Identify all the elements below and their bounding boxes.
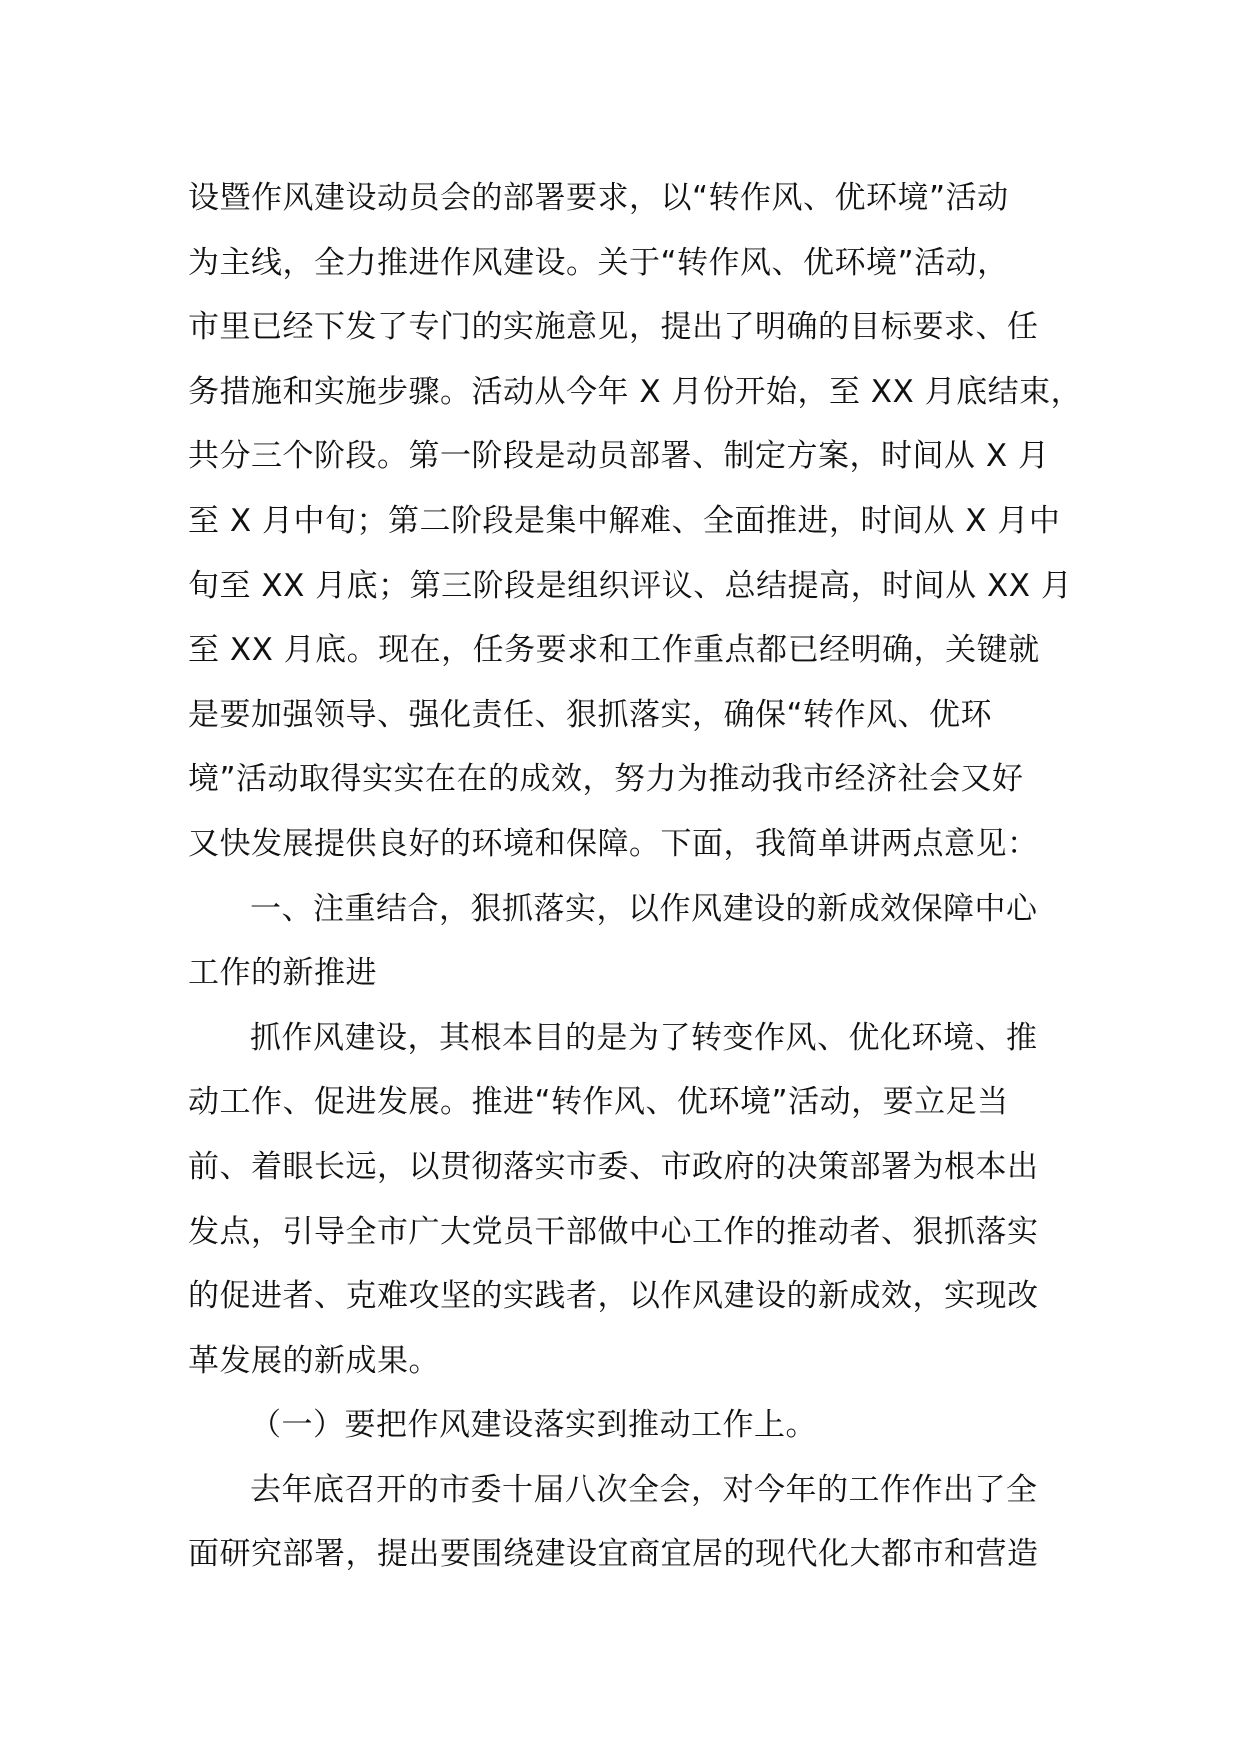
text-line: 面研究部署，提出要围绕建设宜商宜居的现代化大都市和营造 xyxy=(188,1536,1039,1573)
text-line: 设暨作风建设动员会的部署要求，以“转作风、优环境”活动 xyxy=(188,180,1009,216)
text-line: 务措施和实施步骤。活动从今年 X 月份开始，至 XX 月底结束， xyxy=(188,373,1083,410)
text-line: 为主线，全力推进作风建设。关于“转作风、优环境”活动， xyxy=(188,244,1009,281)
text-line: 革发展的新成果。 xyxy=(188,1342,440,1379)
text-line: 去年底召开的市委十届八次全会，对今年的工作作出了全 xyxy=(250,1471,1038,1508)
text-line: 前、着眼长远，以贯彻落实市委、市政府的决策部署为根本出 xyxy=(188,1148,1039,1185)
text-line: 的促进者、克难攻坚的实践者，以作风建设的新成效，实现改 xyxy=(188,1278,1039,1315)
text-line: 境”活动取得实实在在的成效，努力为推动我市经济社会又好 xyxy=(188,761,1024,798)
subsection-heading-line: （一）要把作风建设落实到推动工作上。 xyxy=(250,1407,817,1444)
text-line: 动工作、促进发展。推进“转作风、优环境”活动，要立足当 xyxy=(188,1084,1009,1121)
text-line: 旬至 XX 月底；第三阶段是组织评议、总结提高，时间从 XX 月 xyxy=(188,567,1073,604)
text-line: 是要加强领导、强化责任、狠抓落实，确保“转作风、优环 xyxy=(188,696,993,733)
text-line: 至 XX 月底。现在，任务要求和工作重点都已经明确，关键就 xyxy=(188,632,1040,669)
text-line: 发点，引导全市广大党员干部做中心工作的推动者、狠抓落实 xyxy=(188,1213,1039,1250)
text-line: 抓作风建设，其根本目的是为了转变作风、优化环境、推 xyxy=(250,1019,1038,1056)
document-body xyxy=(188,166,1083,1587)
section-heading-line: 工作的新推进 xyxy=(188,955,377,992)
text-line: 至 X 月中旬；第二阶段是集中解难、全面推进，时间从 X 月中 xyxy=(188,502,1061,539)
text-line: 市里已经下发了专门的实施意见，提出了明确的目标要求、任 xyxy=(188,309,1039,346)
section-heading-line: 一、注重结合，狠抓落实，以作风建设的新成效保障中心 xyxy=(250,890,1038,927)
text-line: 又快发展提供良好的环境和保障。下面，我简单讲两点意见： xyxy=(188,825,1039,862)
text-line: 共分三个阶段。第一阶段是动员部署、制定方案，时间从 X 月 xyxy=(188,438,1050,475)
